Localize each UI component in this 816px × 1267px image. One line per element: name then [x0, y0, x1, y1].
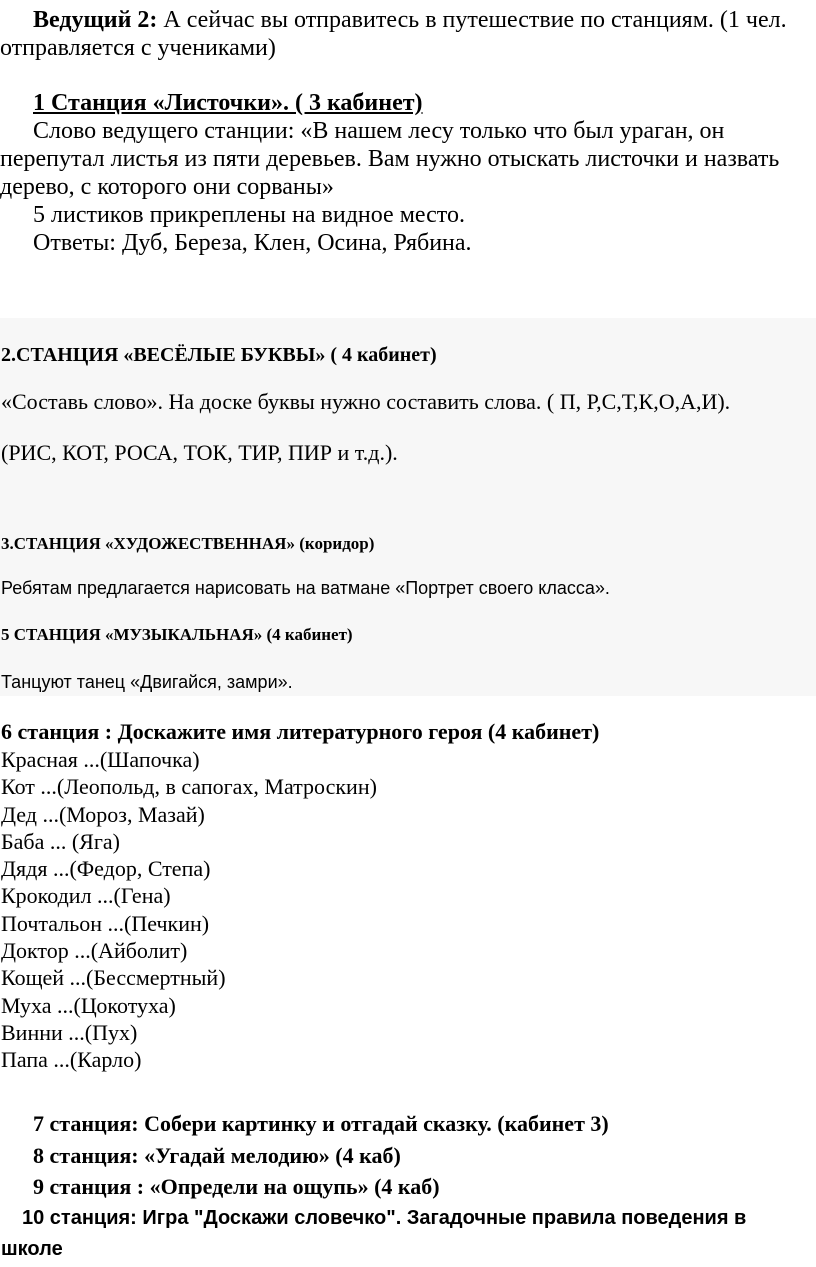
- station6-list: [1, 746, 377, 1074]
- station2-line-2: (РИС, КОТ, РОСА, ТОК, ТИР, ПИР и т.д.).: [1, 440, 398, 465]
- list-item: Доктор ...(Айболит): [1, 938, 188, 964]
- station10-line-1: 10 станция: Игра "Доскажи словечко". Загадочные правила поведения в: [22, 1207, 747, 1229]
- intro-line-2: отправляется с учениками): [0, 35, 276, 61]
- list-item: Папа ...(Карло): [1, 1047, 142, 1073]
- list-item: Дед ...(Мороз, Мазай): [1, 801, 205, 827]
- station6-heading: 6 станция : Доскажите имя литературного героя (4 кабинет): [1, 719, 600, 744]
- station5-heading: 5 СТАНЦИЯ «МУЗЫКАЛЬНАЯ» (4 кабинет): [1, 625, 353, 644]
- list-item: Почтальон ...(Печкин): [1, 910, 210, 936]
- station9-heading: 9 станция : «Определи на ощупь» (4 каб): [33, 1174, 440, 1199]
- station3-text: Ребятам предлагается нарисовать на ватмане «Портрет своего класса».: [1, 578, 610, 598]
- station1-line: Ответы: Дуб, Береза, Клен, Осина, Рябина.: [33, 230, 472, 256]
- intro-speaker: Ведущий 2:: [33, 7, 158, 33]
- station3-heading: 3.СТАНЦИЯ «ХУДОЖЕСТВЕННАЯ» (коридор): [1, 534, 375, 553]
- station1-line: Слово ведущего станции: «В нашем лесу только что был ураган, он: [33, 118, 725, 144]
- station8-heading: 8 станция: «Угадай мелодию» (4 каб): [33, 1143, 401, 1168]
- station10-line-2: школе: [1, 1238, 63, 1260]
- station1-line: перепутал листья из пяти деревьев. Вам нужно отыскать листочки и назвать: [0, 146, 780, 172]
- station5-text: Танцуют танец «Двигайся, замри».: [1, 672, 293, 692]
- list-item: Красная ...(Шапочка): [1, 747, 200, 772]
- list-item: Винни ...(Пух): [1, 1019, 138, 1045]
- station1-line: дерево, с которого они сорваны»: [0, 174, 334, 200]
- list-item: Крокодил ...(Гена): [1, 883, 171, 909]
- station7-heading: 7 станция: Собери картинку и отгадай сказку. (кабинет 3): [33, 1111, 609, 1136]
- station1-heading: 1 Станция «Листочки». ( 3 кабинет): [33, 90, 423, 116]
- list-item: Кот ...(Леопольд, в сапогах, Матроскин): [1, 774, 377, 800]
- intro-line-1: [33, 6, 787, 34]
- list-item: Кощей ...(Бессмертный): [1, 965, 226, 991]
- station2-line-1: «Составь слово». На доске буквы нужно составить слова. ( П, Р,С,Т,К,О,А,И).: [1, 389, 731, 414]
- list-item: Баба ... (Яга): [1, 828, 120, 854]
- station2-title: 2.СТАНЦИЯ «ВЕСЁЛЫЕ БУКВЫ»: [1, 344, 326, 366]
- station2-room: ( 4 кабинет): [325, 344, 437, 366]
- intro-text: А сейчас вы отправитесь в путешествие по станциям. (1 чел.: [157, 7, 787, 33]
- list-item: Муха ...(Цокотуха): [1, 992, 176, 1018]
- station1-line: 5 листиков прикреплены на видное место.: [33, 202, 465, 228]
- list-item: Дядя ...(Федор, Степа): [1, 856, 211, 882]
- station2-heading: [1, 343, 437, 367]
